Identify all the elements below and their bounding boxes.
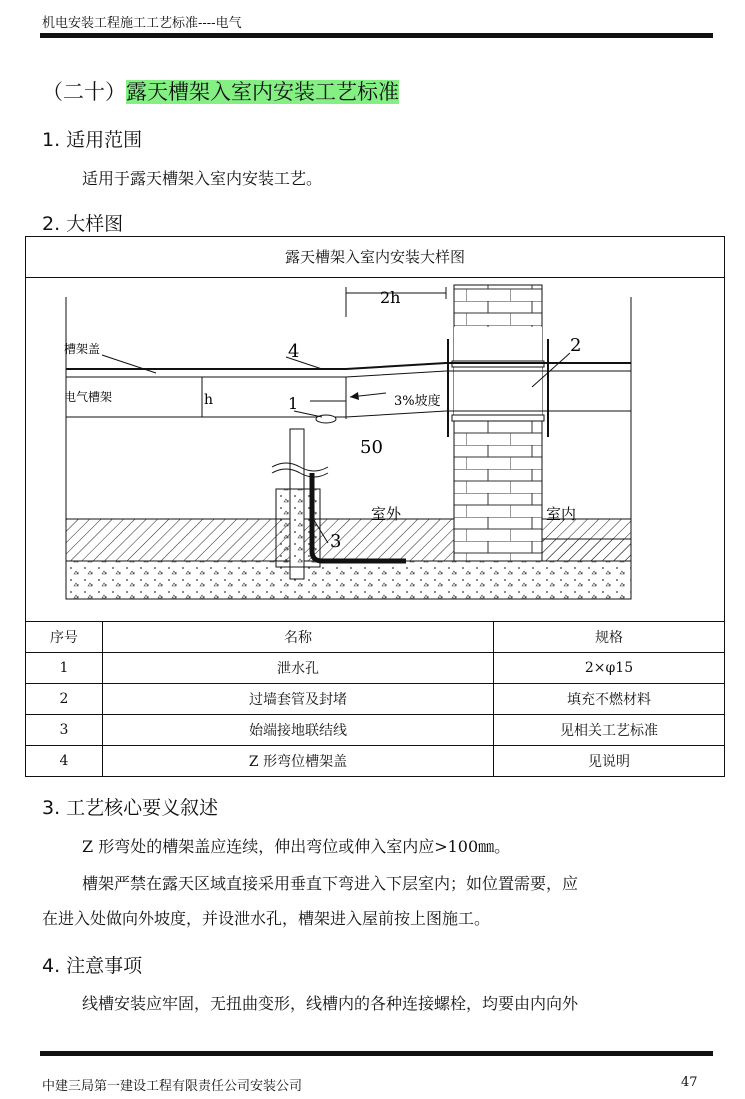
- wall-opening: [454, 327, 542, 417]
- label-cover: 槽架盖: [64, 342, 101, 356]
- core-paragraph-2-line-1: 槽架严禁在露天区域直接采用垂直下弯进入下层室内；如位置需要，应: [82, 874, 579, 893]
- heading-notes: 4. 注意事项: [42, 955, 143, 977]
- label-n2: 2: [570, 335, 582, 356]
- slope-arrowhead: [350, 392, 359, 400]
- detail-drawing: [26, 277, 726, 622]
- section-title: [42, 76, 399, 106]
- heading-scope: 1. 适用范围: [42, 129, 143, 151]
- tray-bottom: [66, 411, 631, 417]
- label-2h: 2h: [380, 288, 401, 307]
- sleeve-bottom: [452, 415, 544, 421]
- label-indoor: 室内: [546, 505, 577, 523]
- cell-name: Z 形弯位槽架盖: [103, 746, 494, 777]
- core-paragraph-1: Z 形弯处的槽架盖应连续，伸出弯位或伸入室内应>100㎜。: [82, 837, 511, 856]
- detail-drawing-frame: [25, 236, 725, 622]
- cell-no: 2: [26, 684, 103, 715]
- label-n4: 4: [288, 341, 300, 362]
- indoor-floor: [542, 539, 631, 561]
- cell-spec: 见相关工艺标准: [494, 715, 725, 746]
- cell-spec: 见说明: [494, 746, 725, 777]
- footer-rule: [40, 1051, 713, 1056]
- leader-cover: [102, 355, 156, 373]
- parts-table: [25, 621, 725, 777]
- drawing-title: 露天槽架入室内安装大样图: [26, 237, 724, 278]
- cell-no: 4: [26, 746, 103, 777]
- header-rule: [40, 33, 713, 38]
- brick-wall: [454, 285, 542, 561]
- cell-spec: 填充不燃材料: [494, 684, 725, 715]
- footer-company: 中建三局第一建设工程有限责任公司安装公司: [42, 1079, 303, 1094]
- cell-name: 泄水孔: [103, 653, 494, 684]
- label-outdoor: 室外: [371, 505, 402, 523]
- label-50: 50: [360, 437, 383, 458]
- label-n3: 3: [330, 531, 342, 552]
- cell-name: 过墙套管及封堵: [103, 684, 494, 715]
- scope-text: 适用于露天槽架入室内安装工艺。: [82, 169, 323, 188]
- label-slope: 3%坡度: [394, 394, 441, 409]
- tray-cover-line: [66, 363, 631, 369]
- col-header-no: 序号: [26, 622, 103, 653]
- title-highlight: 露天槽架入室内安装工艺标准: [126, 80, 399, 104]
- cell-spec: 2×φ15: [494, 653, 725, 684]
- table-row: [26, 653, 725, 684]
- concrete-base: [66, 561, 631, 599]
- cell-no: 3: [26, 715, 103, 746]
- label-h: h: [204, 392, 214, 408]
- page-number: 47: [681, 1075, 698, 1090]
- core-paragraph-2-line-2: 在进入处做向外坡度，并设泄水孔，槽架进入屋前按上图施工。: [42, 909, 491, 928]
- col-header-name: 名称: [103, 622, 494, 653]
- heading-core-points: 3. 工艺核心要义叙述: [42, 797, 219, 819]
- cell-name: 始端接地联结线: [103, 715, 494, 746]
- title-prefix: （二十）: [42, 80, 126, 104]
- table-row: [26, 684, 725, 715]
- table-row: [26, 746, 725, 777]
- notes-text: 线槽安装应牢固，无扭曲变形，线槽内的各种连接螺栓，均要由内向外: [82, 994, 579, 1013]
- leader-1: [294, 411, 322, 417]
- label-tray: 电气槽架: [64, 390, 113, 404]
- table-row: [26, 715, 725, 746]
- col-header-spec: 规格: [494, 622, 725, 653]
- table-header-row: [26, 622, 725, 653]
- heading-detail-drawing: 2. 大样图: [42, 213, 124, 235]
- label-n1: 1: [288, 394, 299, 413]
- cell-no: 1: [26, 653, 103, 684]
- running-header: 机电安装工程施工工艺标准----电气: [42, 16, 242, 31]
